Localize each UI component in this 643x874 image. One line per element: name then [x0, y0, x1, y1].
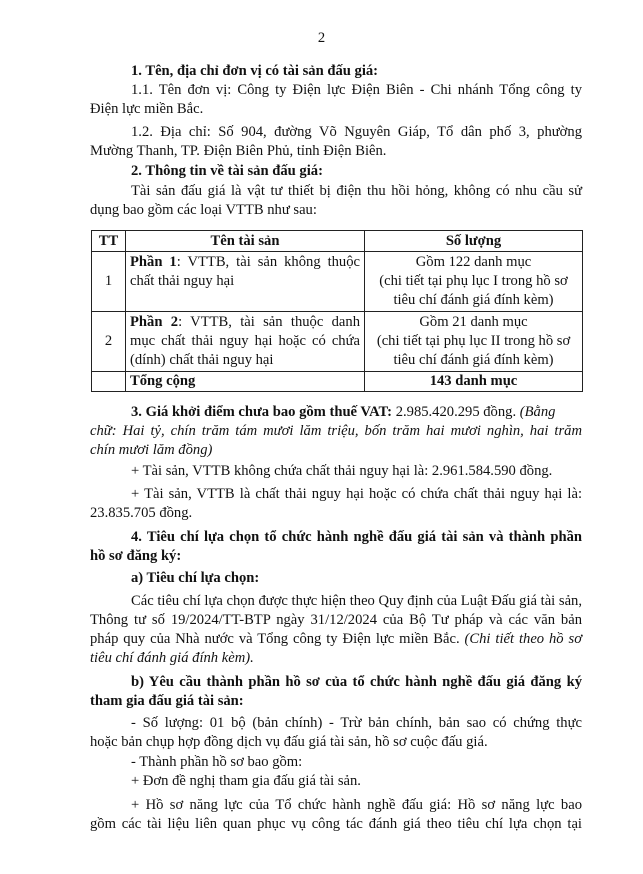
section-2-intro-line-2: dụng bao gồm các loại VTTB như sau:: [90, 202, 317, 218]
table-row: [92, 252, 583, 312]
row-tt: 2: [92, 312, 126, 372]
dossier-quantity-line-2: hoặc bản chụp hợp đồng dịch vụ đấu giá tài sản, hồ sơ cuộc đấu giá.: [90, 734, 488, 750]
table-row: [92, 312, 583, 372]
page-number: 2: [317, 30, 326, 46]
price-in-words-line-3: chín mươi lăm đồng): [90, 442, 213, 458]
dossier-item-application: + Đơn đề nghị tham gia đấu giá tài sản.: [131, 773, 361, 789]
dossier-quantity-line-1: - Số lượng: 01 bộ (bản chính) - Trừ bản chính, bản sao có chứng thực: [131, 715, 582, 731]
quantity-count: Gồm 21 danh mục: [419, 314, 528, 330]
starting-price-line: [131, 403, 582, 422]
part-label: Phần 1: [130, 254, 177, 270]
part-label: Phần 2: [130, 314, 179, 330]
criteria-line-2: Thông tư số 19/2024/TT-BTP ngày 31/12/2024 của Bộ Tư pháp và các văn bản: [90, 612, 582, 628]
header-tt: TT: [92, 231, 126, 252]
unit-name-line-1: 1.1. Tên đơn vị: Công ty Điện lực Điện Biên - Chi nhánh Tổng công ty: [131, 82, 582, 98]
quantity-note: (chi tiết tại phụ lục II trong hồ sơ: [376, 333, 571, 349]
header-asset-name: Tên tài sản: [126, 231, 365, 252]
asset-table: [91, 230, 583, 392]
asset-name-text: (dính) chất thải nguy hại: [130, 352, 274, 368]
address-line-1: 1.2. Địa chỉ: Số 904, đường Võ Nguyên Giáp, Tổ dân phố 3, phường: [131, 124, 582, 140]
non-hazardous-value: + Tài sản, VTTB không chứa chất thải nguy hại là: 2.961.584.590 đồng.: [131, 463, 553, 479]
criteria-heading: a) Tiêu chí lựa chọn:: [131, 570, 260, 586]
total-label: Tổng cộng: [126, 372, 365, 392]
asset-name-text: mục chất thải nguy hại hoặc có chứa: [130, 333, 360, 349]
section-3-heading: 3. Giá khởi điểm chưa bao gồm thuế VAT:: [131, 404, 393, 420]
dossier-heading-line-1: b) Yêu cầu thành phần hồ sơ của tổ chức hành nghề đấu giá đăng ký: [131, 674, 582, 690]
section-2-heading: 2. Thông tin về tài sản đấu giá:: [131, 163, 323, 179]
address-line-2: Mường Thanh, TP. Điện Biên Phủ, tỉnh Điện Biên.: [90, 143, 387, 159]
price-in-words: (Bằng: [516, 404, 556, 420]
row-tt: 1: [92, 252, 126, 312]
asset-name-text: chất thải nguy hại: [130, 273, 235, 289]
quantity-note: tiêu chí đánh giá đính kèm): [393, 352, 554, 368]
criteria-text: pháp quy của Nhà nước và Tổng công ty Điện lực miền Bắc.: [90, 631, 460, 647]
table-total-row: [92, 372, 583, 392]
criteria-line-1: Các tiêu chí lựa chọn được thực hiện theo Quy định của Luật Đấu giá tài sản,: [131, 593, 582, 609]
section-2-intro-line-1: Tài sản đấu giá là vật tư thiết bị điện thu hồi hỏng, không có nhu cầu sử: [131, 183, 582, 199]
dossier-item-capability-line-2: gồm các tài liệu liên quan phục vụ công tác đánh giá theo tiêu chí lựa chọn tại: [90, 816, 582, 832]
price-in-words-line-2: chữ: Hai tỷ, chín trăm tám mươi lăm triệu, bốn trăm hai mươi nghìn, hai trăm: [90, 423, 582, 439]
dossier-heading-line-2: tham gia đấu giá tài sản:: [90, 693, 244, 709]
quantity-note: (chi tiết tại phụ lục I trong hồ sơ: [379, 273, 568, 289]
dossier-components-label: - Thành phần hồ sơ bao gồm:: [131, 754, 303, 770]
criteria-note: (Chi tiết theo hồ sơ: [459, 631, 582, 647]
quantity-count: Gồm 122 danh mục: [415, 254, 532, 270]
row-asset-name: [126, 252, 365, 312]
section-4-heading-line-1: 4. Tiêu chí lựa chọn tổ chức hành nghề đấu giá tài sản và thành phần: [131, 529, 582, 545]
criteria-line-4: tiêu chí đánh giá đính kèm).: [90, 650, 254, 666]
quantity-note: tiêu chí đánh giá đính kèm): [393, 292, 554, 308]
header-quantity: Số lượng: [365, 231, 583, 252]
unit-name-line-2: Điện lực miền Bắc.: [90, 101, 204, 117]
section-4-heading-line-2: hồ sơ đăng ký:: [90, 548, 182, 564]
table-header-row: [92, 231, 583, 252]
section-1-heading: 1. Tên, địa chỉ đơn vị có tài sản đấu giá:: [131, 63, 379, 79]
row-asset-name: [126, 312, 365, 372]
starting-price-amount: 2.985.420.295 đồng.: [392, 404, 517, 420]
asset-name-text: : VTTB, tài sản thuộc danh: [178, 314, 360, 330]
row-quantity: [365, 312, 583, 372]
hazardous-value-line-2: 23.835.705 đồng.: [90, 505, 193, 521]
total-value: 143 danh mục: [365, 372, 583, 392]
asset-name-text: : VTTB, tài sản không thuộc: [176, 254, 360, 270]
row-quantity: [365, 252, 583, 312]
dossier-item-capability-line-1: + Hồ sơ năng lực của Tổ chức hành nghề đấu giá: Hồ sơ năng lực bao: [131, 797, 582, 813]
criteria-line-3: [90, 630, 582, 649]
hazardous-value-line-1: + Tài sản, VTTB là chất thải nguy hại hoặc có chứa chất thải nguy hại là:: [131, 486, 582, 502]
